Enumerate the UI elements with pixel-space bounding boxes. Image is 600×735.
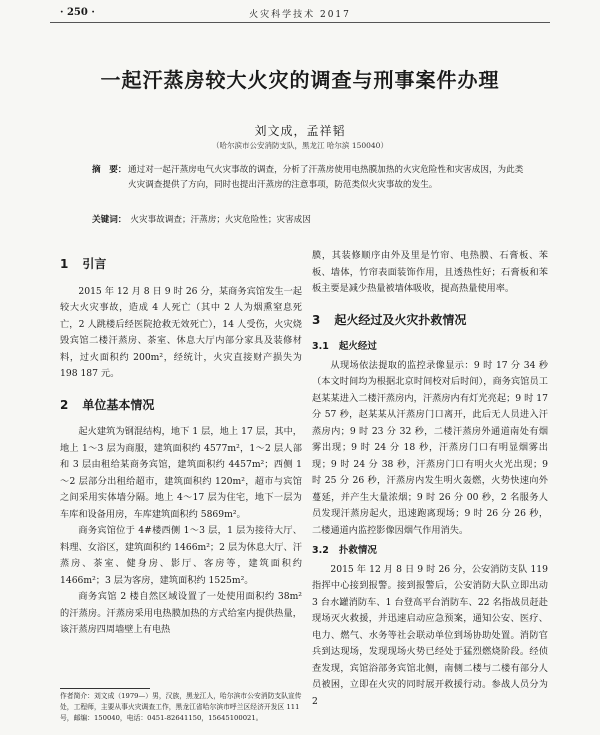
abstract: [92, 163, 524, 190]
section-heading: 1 引言: [60, 257, 107, 271]
paragraph: 从现场依法提取的监控录像显示：9 时 17 分 34 秒（本文时间均为根据北京时间校对后时间），商务宾馆员工赵某某进入二楼汗蒸房内，汗蒸房内有灯光亮起；9 时 17 分 57 秒，赵某某从汗蒸房门口离开，此后无人员进入汗蒸房内；9 时 23 分 32 秒，二楼汗蒸房外通道南处有烟雾出现；9 时 24 分 18 秒，汗蒸房门口有明显烟雾出现；9 时 24 分 38 秒，汗蒸房门口有明火火光出现；9 时 25 分 26 秒，汗蒸房内发生明火轰燃，火势快速向外蔓延，并产生大量浓烟；9 时 26 分 00 秒，2 名服务人员发现汗蒸房起火，迅速跑离现场；9 时 26 分 26 秒，二楼通道内监控影像因烟气作用消失。: [312, 359, 548, 536]
footnote-rule: [60, 688, 150, 689]
paragraph: 商务宾馆位于 4#楼西侧 1～3 层，1 层为接待大厅、料理、女浴区，建筑面积约 1466m²；2 层为休息大厅、汗蒸房、茶室、健身房、影厅、客房等，建筑面积约 1466m²；3 层为客房，建筑面积约 1525m²。: [60, 525, 302, 586]
section-heading: 3 起火经过及火灾扑救情况: [312, 312, 467, 327]
paragraph: 膜，其装修顺序由外及里是竹帘、电热膜、石膏板、苯板、墙体，竹帘表面装饰作用，且透热性好；石膏板和苯板主要是减少热量被墙体吸收，提高热量使用率。: [312, 250, 548, 294]
subsection-heading: 3.1 起火经过: [312, 341, 377, 352]
affiliation: （哈尔滨市公安消防支队，黑龙江 哈尔滨 150040）: [212, 141, 388, 150]
keywords: [92, 213, 524, 225]
subsection-heading: 3.2 扑救情况: [312, 545, 377, 556]
paragraph: 起火建筑为钢混结构，地下 1 层，地上 17 层，其中，地上 1～3 层为商服，建筑面积约 4577m²，1～2 层人部和 3 层由租给某商务宾馆，建筑面积约 4457m²；西侧 1～2 层部分出租给超市，建筑面积约 120m²，超市与宾馆之间采用实体墙分隔。地上 4～17 层为住宅，地下一层为车库和设备用房，车库建筑面积约 5869m²。: [60, 426, 302, 520]
keywords-text: 火灾事故调查；汗蒸房；火灾危险性；灾害成因: [130, 215, 311, 225]
paragraph: 2015 年 12 月 8 日 9 时 26 分，某商务宾馆发生一起较大火灾事故，造成 4 人死亡（其中 2 人为烟熏窒息死亡，2 人跳楼后经医院抢救无效死亡），14 人受伤，火灾烧毁宾馆二楼汗蒸房、茶室、休息大厅内部分家具及装修材料，过火面积约 200m²，经统计，火灾直接财产损失为 198 187 元。: [60, 285, 302, 379]
right-column: [312, 248, 548, 710]
paper-title: 一起汗蒸房较大火灾的调查与刑事案件办理: [100, 68, 500, 92]
author-footnote: 作者简介：刘文成（1979—）男，汉族，黑龙江人，哈尔滨市公安消防支队宣传处，工程师，主要从事火灾调查工作，黑龙江省哈尔滨市呼兰区经济开发区 111 号，邮编：150040，电话：0451-82641150，15645100021。: [60, 692, 302, 722]
journal-name: 火灾科学技术 2017: [249, 10, 351, 20]
authors: 刘文成，孟祥韬: [254, 124, 346, 138]
running-header: [50, 4, 550, 23]
abstract-label: 摘 要：: [92, 165, 127, 175]
paragraph: 2015 年 12 月 8 日 9 时 26 分，公安消防支队 119 指挥中心接到报警。接到报警后，公安消防大队立即出动 3 台水罐消防车、1 台登高平台消防车、22 名指战员赶赴现场灭火救援，并迅速启动应急预案，通知公安、医疗、电力、燃气、水务等社会联动单位到场协助处置。消防官兵到达现场，发现现场火势已经处于猛烈燃烧阶段。经侦查发现，宾馆浴部务宾馆北侧，南侧二楼与二楼有部分人员被困，立即在火灾的同时展开救援行动。参战人员分为 2: [312, 563, 548, 707]
section-heading: 2 单位基本情况: [60, 397, 155, 412]
page-number: · 250 ·: [60, 7, 95, 18]
paragraph: 商务宾馆 2 楼自然区域设置了一处使用面积约 38m² 的汗蒸房。汗蒸房采用电热膜加热的方式给室内提供热量，该汗蒸房四周墙壁上有电热: [60, 591, 302, 635]
abstract-text: 通过对一起汗蒸房电气火灾事故的调查，分析了汗蒸房使用电热膜加热的火灾危险性和灾害成因，为此类火灾调查提供了方向，同时也提出汗蒸房的注意事项，防范类似火灾事故的发生。: [128, 165, 524, 190]
left-column: [60, 248, 302, 639]
keywords-label: 关键词：: [92, 215, 127, 225]
